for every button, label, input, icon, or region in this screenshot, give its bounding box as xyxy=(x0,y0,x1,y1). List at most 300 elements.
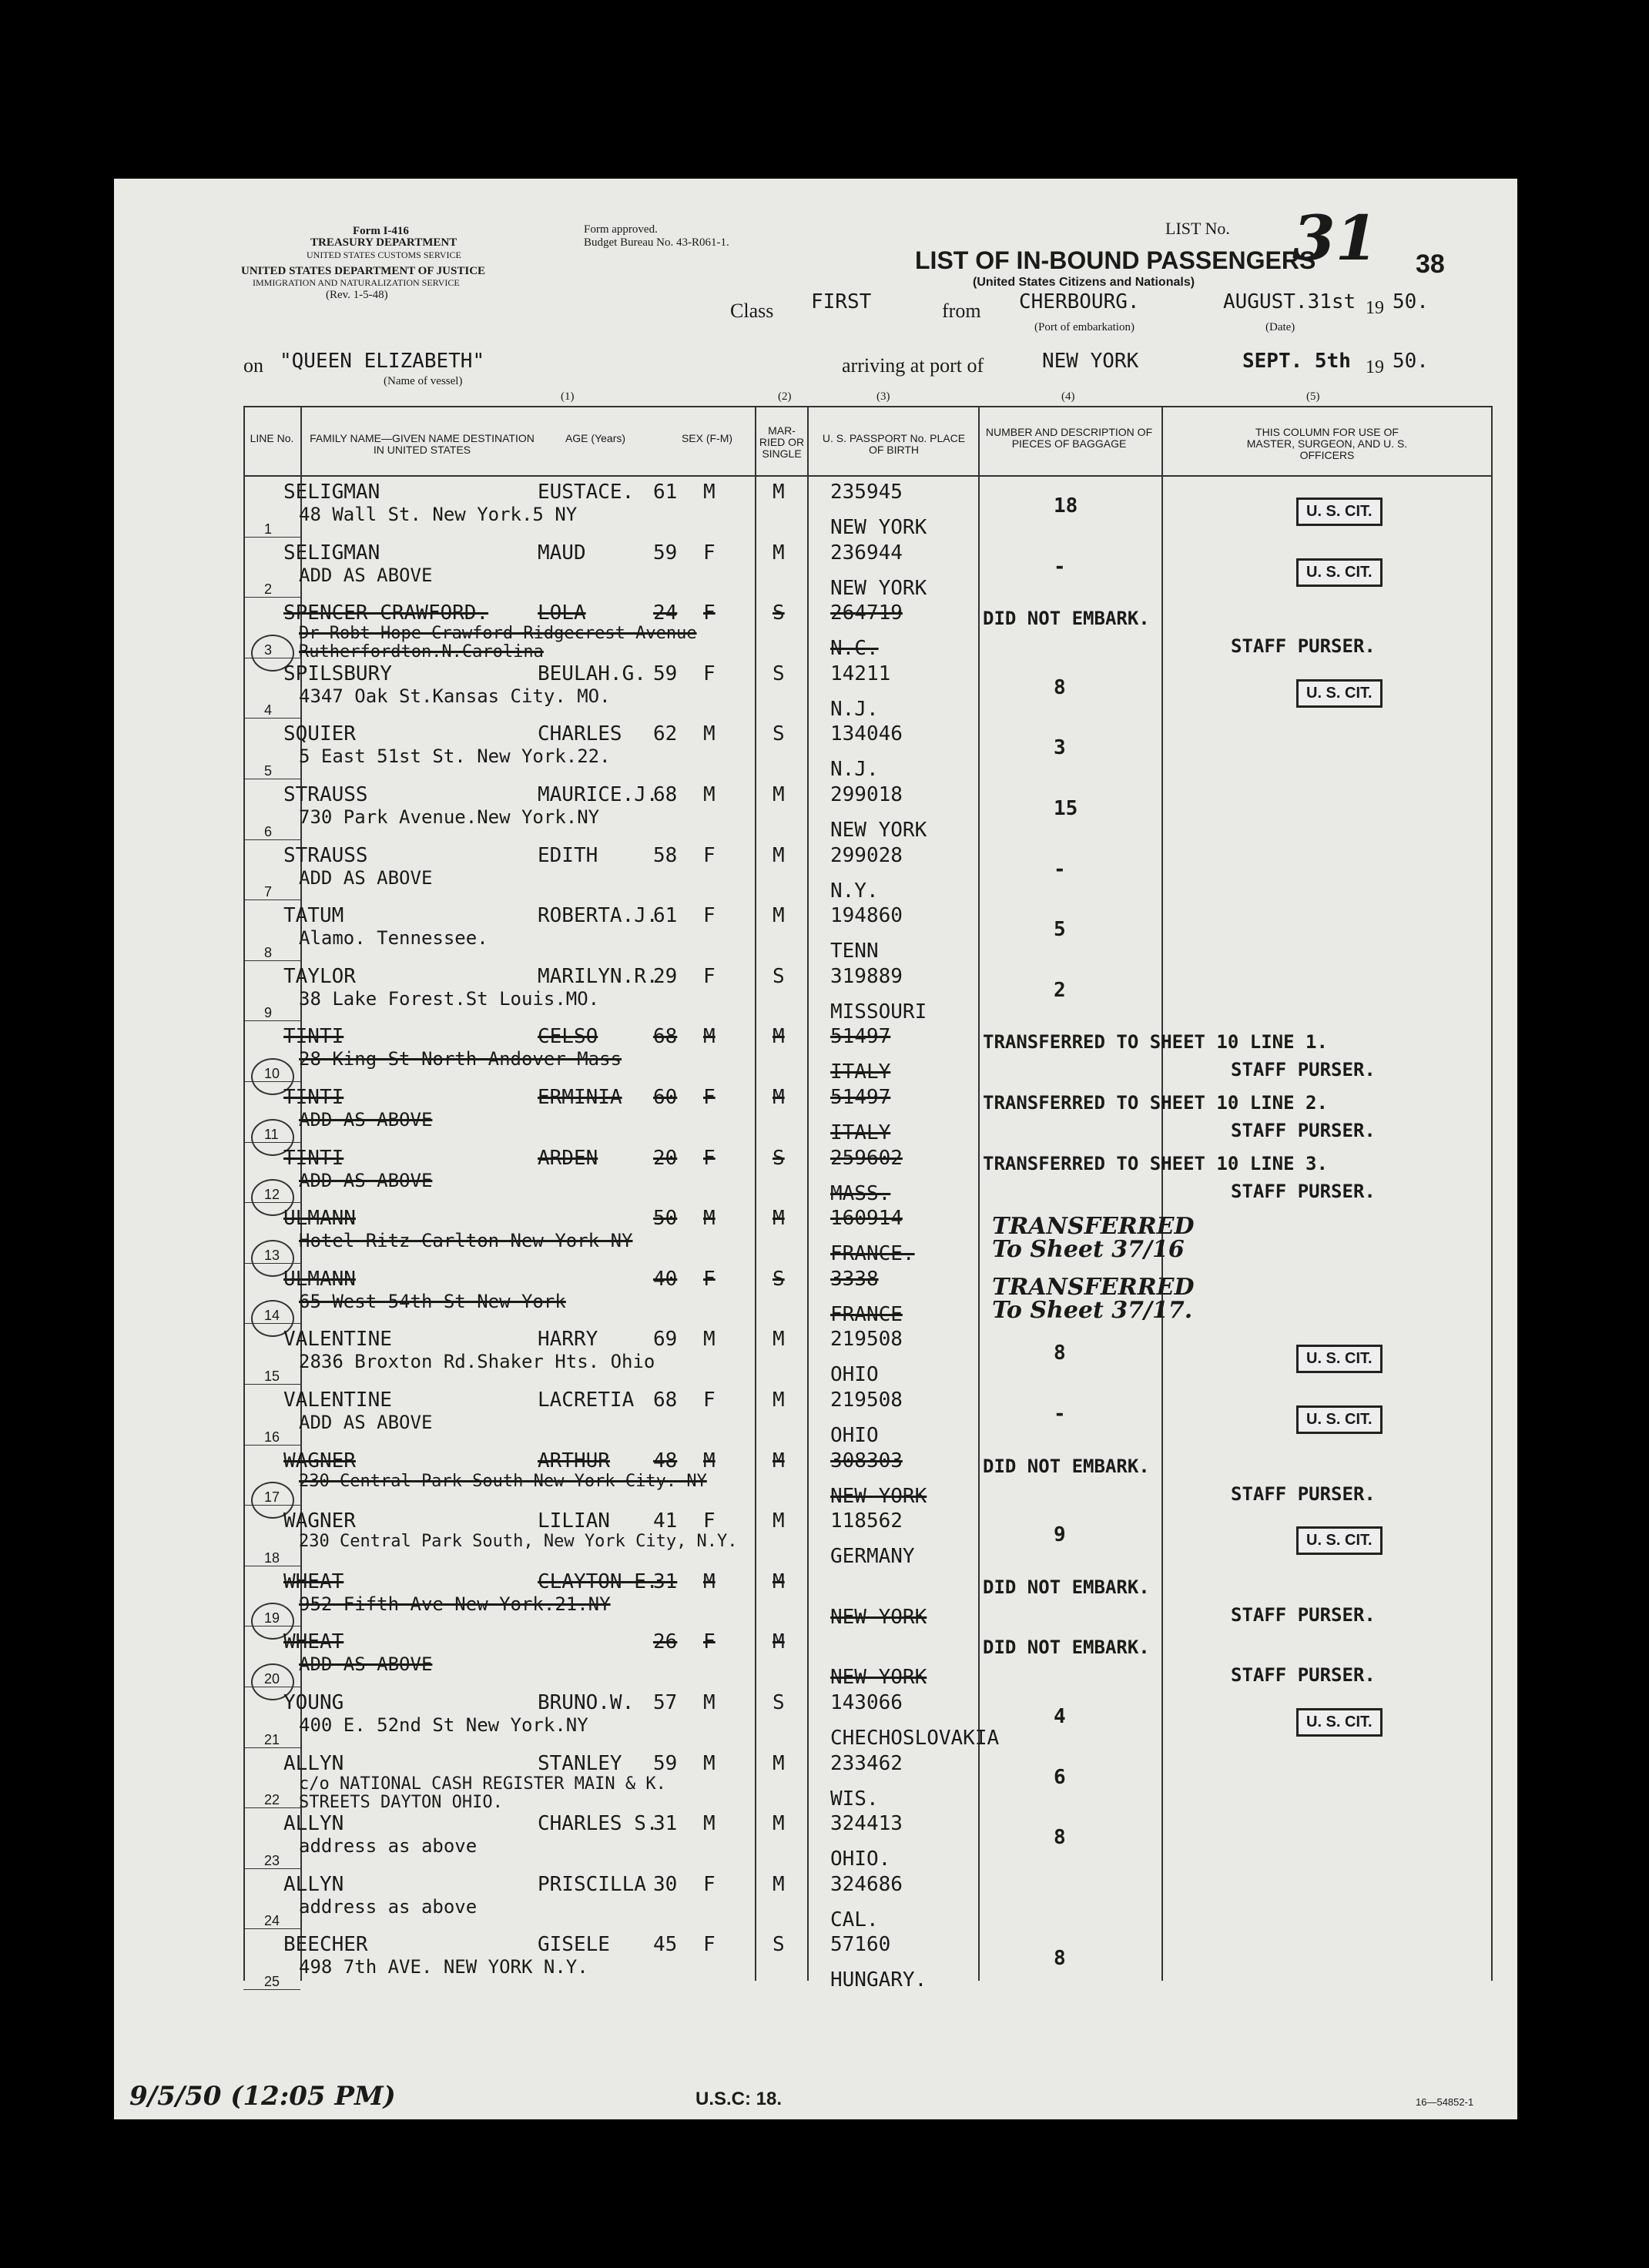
age: 26 xyxy=(653,1630,678,1654)
family-name: SQUIER xyxy=(283,722,356,746)
destination-address: c/o NATIONAL CASH REGISTER MAIN & K. STREETS DAYTON OHIO. xyxy=(299,1774,666,1812)
marital-status: M xyxy=(773,1509,785,1533)
sex: F xyxy=(703,1509,716,1533)
line-number: 24 xyxy=(264,1913,280,1929)
marital-status: S xyxy=(773,964,785,988)
passport-number: 14211 xyxy=(830,662,891,685)
line-number: 13 xyxy=(264,1247,280,1263)
embarkation-note: (Port of embarkation) xyxy=(1034,321,1135,333)
arrival-year-prefix: 19 xyxy=(1366,357,1384,377)
line-number: 15 xyxy=(264,1369,280,1384)
family-name: WAGNER xyxy=(283,1509,356,1533)
col-number-4: (4) xyxy=(1061,390,1075,403)
place-of-birth: ITALY xyxy=(830,1060,891,1084)
given-name: BRUNO.W. xyxy=(538,1691,635,1714)
class-label: Class xyxy=(730,300,774,322)
baggage-count: 18 xyxy=(1054,494,1078,518)
age: 31 xyxy=(653,1570,678,1593)
given-name: MAURICE.J. xyxy=(538,783,659,806)
place-of-birth: NEW YORK xyxy=(830,1605,927,1629)
given-name: EDITH xyxy=(538,843,598,867)
header-baggage: NUMBER AND DESCRIPTION OF PIECES OF BAGGAGE xyxy=(985,426,1153,450)
age: 57 xyxy=(653,1691,678,1714)
age: 45 xyxy=(653,1933,678,1957)
age: 50 xyxy=(653,1207,678,1231)
passport-number: 57160 xyxy=(830,1933,891,1957)
passport-number: 299028 xyxy=(830,843,903,867)
passport-number: 51497 xyxy=(830,1025,891,1049)
manifest-sheet xyxy=(114,179,1517,2119)
sex: M xyxy=(703,1207,716,1231)
marital-status: M xyxy=(773,1207,785,1231)
marital-status: S xyxy=(773,1933,785,1957)
destination-address: Dr Robt Hope Crawford Ridgecrest Avenue Rutherfordton.N.Carolina xyxy=(299,624,697,662)
marital-status: S xyxy=(773,601,785,625)
footer-usc: U.S.C: 18. xyxy=(695,2089,783,2109)
family-name: ULMANN xyxy=(283,1267,356,1291)
us-cit-stamp: U. S. CIT. xyxy=(1296,1345,1383,1373)
given-name: EUSTACE. xyxy=(538,481,635,504)
family-name: WHEAT xyxy=(283,1630,344,1654)
destination-address: 4347 Oak St.Kansas City. MO. xyxy=(299,685,611,707)
baggage-note: DID NOT EMBARK. xyxy=(983,1576,1150,1598)
on-label: on xyxy=(243,354,263,377)
passport-number: 118562 xyxy=(830,1509,903,1533)
given-name: LACRETIA xyxy=(538,1389,635,1412)
marital-status: M xyxy=(773,1812,785,1836)
family-name: SPENCER CRAWFORD. xyxy=(283,601,489,625)
place-of-birth: FRANCE xyxy=(830,1302,903,1326)
destination-address: address as above xyxy=(299,1895,478,1918)
age: 20 xyxy=(653,1146,678,1170)
place-of-birth: GERMANY xyxy=(830,1545,915,1569)
document-title: LIST OF IN-BOUND PASSENGERS xyxy=(915,246,1316,274)
marital-status: S xyxy=(773,1267,785,1291)
family-name: WAGNER xyxy=(283,1449,356,1472)
purser-note: STAFF PURSER. xyxy=(1231,1664,1376,1687)
sex: F xyxy=(703,1267,716,1291)
arriving-label: arriving at port of xyxy=(842,354,984,377)
col-number-2: (2) xyxy=(778,390,792,403)
baggage-count: 6 xyxy=(1054,1765,1066,1789)
sex: M xyxy=(703,722,716,746)
line-number: 21 xyxy=(264,1731,280,1747)
age: 60 xyxy=(653,1086,678,1109)
passport-number: 299018 xyxy=(830,783,903,806)
passport-number: 219508 xyxy=(830,1389,903,1412)
destination-address: ADD AS ABOVE xyxy=(299,1109,433,1131)
baggage-note: DID NOT EMBARK. xyxy=(983,1455,1150,1477)
baggage-note: DID NOT EMBARK. xyxy=(983,1637,1150,1659)
destination-address: 65 West 54th St New York xyxy=(299,1290,566,1312)
sex: F xyxy=(703,662,716,685)
baggage-count: - xyxy=(1054,1402,1066,1425)
family-name: TINTI xyxy=(283,1146,344,1170)
sex: M xyxy=(703,1328,716,1352)
family-name: VALENTINE xyxy=(283,1328,392,1352)
baggage-count: 8 xyxy=(1054,675,1066,699)
document-subtitle: (United States Citizens and Nationals) xyxy=(973,276,1195,289)
purser-note: STAFF PURSER. xyxy=(1231,635,1376,658)
place-of-birth: MASS. xyxy=(830,1181,891,1205)
budget-bureau: Budget Bureau No. 43-R061-1. xyxy=(584,236,729,249)
sex: F xyxy=(703,601,716,625)
header-passport: U. S. PASSPORT No. PLACE OF BIRTH xyxy=(822,432,966,456)
baggage-note: TRANSFERRED xyxy=(992,1273,1195,1301)
marital-status: S xyxy=(773,1146,785,1170)
passport-number: 259602 xyxy=(830,1146,903,1170)
port-of-embarkation: CHERBOURG. xyxy=(1019,290,1140,313)
place-of-birth: OHIO xyxy=(830,1363,879,1387)
age: 29 xyxy=(653,964,678,988)
place-of-birth: OHIO xyxy=(830,1424,879,1447)
baggage-count: 8 xyxy=(1054,1826,1066,1850)
sex: M xyxy=(703,481,716,504)
place-of-birth: N.J. xyxy=(830,697,879,721)
family-name: TINTI xyxy=(283,1086,344,1109)
marital-status: S xyxy=(773,722,785,746)
sex: F xyxy=(703,1389,716,1412)
sex: M xyxy=(703,1751,716,1775)
given-name: CHARLES S. xyxy=(538,1812,659,1836)
sex: M xyxy=(703,1691,716,1714)
destination-address: ADD AS ABOVE xyxy=(299,564,433,586)
family-name: YOUNG xyxy=(283,1691,344,1714)
baggage-count: 9 xyxy=(1054,1523,1066,1547)
passport-number: 319889 xyxy=(830,964,903,988)
ins-service: IMMIGRATION AND NATURALIZATION SERVICE xyxy=(253,277,460,288)
given-name: MAUD xyxy=(538,541,586,564)
place-of-birth: N.Y. xyxy=(830,879,879,903)
destination-address: 2836 Broxton Rd.Shaker Hts. Ohio xyxy=(299,1351,655,1373)
baggage-note: TRANSFERRED TO SHEET 10 LINE 3. xyxy=(983,1152,1328,1174)
passport-number: 324413 xyxy=(830,1812,903,1836)
age: 61 xyxy=(653,904,678,928)
sex: M xyxy=(703,1449,716,1472)
line-number: 19 xyxy=(264,1610,280,1626)
us-cit-stamp: U. S. CIT. xyxy=(1296,558,1383,587)
us-cit-stamp: U. S. CIT. xyxy=(1296,1526,1383,1555)
vessel-name: "QUEEN ELIZABETH" xyxy=(280,350,485,373)
col-number-5: (5) xyxy=(1306,390,1320,403)
baggage-note: TRANSFERRED TO SHEET 10 LINE 1. xyxy=(983,1031,1328,1054)
line-number: 7 xyxy=(264,884,273,900)
marital-status: M xyxy=(773,1086,785,1109)
footer-date-stamp: 9/5/50 (12:05 PM) xyxy=(129,2081,396,2112)
passport-number: 51497 xyxy=(830,1086,891,1109)
family-name: ALLYN xyxy=(283,1812,344,1836)
given-name: ROBERTA.J. xyxy=(538,904,659,928)
destination-address: ADD AS ABOVE xyxy=(299,1653,433,1676)
embark-year: 50. xyxy=(1393,290,1429,313)
marital-status: M xyxy=(773,1025,785,1049)
given-name: BEULAH.G. xyxy=(538,662,646,685)
passport-number: 236944 xyxy=(830,541,903,564)
form-number: Form I-416 xyxy=(353,225,409,237)
sex: M xyxy=(703,783,716,806)
family-name: ALLYN xyxy=(283,1751,344,1775)
place-of-birth: ITALY xyxy=(830,1121,891,1144)
age: 41 xyxy=(653,1509,678,1533)
family-name: ULMANN xyxy=(283,1207,356,1231)
marital-status: M xyxy=(773,1328,785,1352)
destination-address: Alamo. Tennessee. xyxy=(299,927,488,950)
purser-note: STAFF PURSER. xyxy=(1231,1059,1376,1081)
marital-status: M xyxy=(773,1449,785,1472)
sex: F xyxy=(703,541,716,564)
sheet-number: 38 xyxy=(1416,250,1445,279)
line-number: 16 xyxy=(264,1429,280,1445)
sex: F xyxy=(703,1933,716,1957)
baggage-count: - xyxy=(1054,554,1066,578)
destination-address: 230 Central Park South, New York City, N.Y. xyxy=(299,1532,738,1552)
header-age: AGE (Years) xyxy=(565,432,626,444)
header-line-no: LINE No. xyxy=(250,432,294,444)
place-of-birth: HUNGARY. xyxy=(830,1968,927,1992)
destination-address: ADD AS ABOVE xyxy=(299,866,433,889)
family-name: SPILSBURY xyxy=(283,662,392,685)
given-name: PRISCILLA xyxy=(538,1872,646,1896)
age: 62 xyxy=(653,722,678,746)
list-number: 31 xyxy=(1292,202,1379,274)
baggage-count: 5 xyxy=(1054,918,1066,942)
family-name: SELIGMAN xyxy=(283,481,380,504)
family-name: STRAUSS xyxy=(283,783,368,806)
marital-status: S xyxy=(773,662,785,685)
passport-number: 308303 xyxy=(830,1449,903,1472)
col-number-1: (1) xyxy=(561,390,575,403)
given-name: HARRY xyxy=(538,1328,598,1352)
age: 31 xyxy=(653,1812,678,1836)
destination-address: 230 Central Park South New York City. NY xyxy=(299,1471,707,1491)
from-label: from xyxy=(942,300,981,322)
age: 68 xyxy=(653,1389,678,1412)
us-cit-stamp: U. S. CIT. xyxy=(1296,497,1383,526)
line-number: 1 xyxy=(264,521,273,537)
given-name: CELSO xyxy=(538,1025,598,1049)
line-number: 20 xyxy=(264,1671,280,1687)
passport-number: 219508 xyxy=(830,1328,903,1352)
place-of-birth: OHIO. xyxy=(830,1848,891,1871)
age: 30 xyxy=(653,1872,678,1896)
age: 68 xyxy=(653,1025,678,1049)
class-value: FIRST xyxy=(811,290,872,313)
baggage-count: - xyxy=(1054,857,1066,881)
line-number: 18 xyxy=(264,1549,280,1566)
purser-note: To Sheet 37/16 xyxy=(992,1236,1185,1264)
marital-status: M xyxy=(773,1570,785,1593)
marital-status: M xyxy=(773,481,785,504)
passport-number: 324686 xyxy=(830,1872,903,1896)
given-name: CHARLES xyxy=(538,722,622,746)
sex: F xyxy=(703,1146,716,1170)
embark-date: AUGUST.31st xyxy=(1223,290,1356,313)
destination-address: address as above xyxy=(299,1835,478,1858)
destination-address: ADD AS ABOVE xyxy=(299,1412,433,1433)
marital-status: M xyxy=(773,1389,785,1412)
sex: M xyxy=(703,1025,716,1049)
line-number: 12 xyxy=(264,1187,280,1203)
place-of-birth: CAL. xyxy=(830,1908,879,1931)
given-name: LILIAN xyxy=(538,1509,610,1533)
family-name: WHEAT xyxy=(283,1570,344,1593)
family-name: ALLYN xyxy=(283,1872,344,1896)
header-name: FAMILY NAME—GIVEN NAME DESTINATION IN UNITED STATES xyxy=(310,432,535,456)
age: 68 xyxy=(653,783,678,806)
date-note: (Date) xyxy=(1265,321,1295,333)
age: 24 xyxy=(653,601,678,625)
line-number: 6 xyxy=(264,823,273,839)
purser-note: STAFF PURSER. xyxy=(1231,1482,1376,1505)
place-of-birth: NEW YORK xyxy=(830,516,927,539)
revision-date: (Rev. 1-5-48) xyxy=(326,289,388,301)
destination-address: 400 E. 52nd St New York.NY xyxy=(299,1714,588,1736)
destination-address: 48 Wall St. New York.5 NY xyxy=(299,504,578,525)
sex: M xyxy=(703,1812,716,1836)
place-of-birth: FRANCE. xyxy=(830,1242,915,1266)
destination-address: Hotel Ritz Carlton New York NY xyxy=(299,1230,633,1252)
purser-note: STAFF PURSER. xyxy=(1231,1603,1376,1626)
line-number: 3 xyxy=(264,642,273,658)
destination-address: 498 7th AVE. NEW YORK N.Y. xyxy=(299,1956,588,1978)
place-of-birth: NEW YORK xyxy=(830,1666,927,1690)
marital-status: M xyxy=(773,783,785,806)
family-name: TINTI xyxy=(283,1025,344,1049)
vessel-note: (Name of vessel) xyxy=(384,375,463,387)
arrival-year: 50. xyxy=(1393,350,1429,373)
line-number: 9 xyxy=(264,1005,273,1021)
passport-number: 233462 xyxy=(830,1751,903,1775)
footer-code: 16—54852-1 xyxy=(1416,2096,1474,2108)
arrival-date: SEPT. 5th xyxy=(1242,350,1351,373)
passport-number: 194860 xyxy=(830,904,903,928)
age: 40 xyxy=(653,1267,678,1291)
passport-number: 143066 xyxy=(830,1691,903,1714)
baggage-note: TRANSFERRED xyxy=(992,1213,1195,1241)
passport-number: 235945 xyxy=(830,481,903,504)
header-sex: SEX (F-M) xyxy=(681,432,733,444)
baggage-note: DID NOT EMBARK. xyxy=(983,608,1150,630)
age: 58 xyxy=(653,843,678,867)
line-number: 22 xyxy=(264,1792,280,1808)
given-name: ERMINIA xyxy=(538,1086,622,1109)
passport-number: 264719 xyxy=(830,601,903,625)
arrival-port: NEW YORK xyxy=(1042,350,1139,373)
age: 59 xyxy=(653,541,678,564)
given-name: LOLA xyxy=(538,601,586,625)
line-number: 10 xyxy=(264,1066,280,1081)
baggage-note: TRANSFERRED TO SHEET 10 LINE 2. xyxy=(983,1092,1328,1114)
header-officers: THIS COLUMN FOR USE OF MASTER, SURGEON, AND U. S. OFFICERS xyxy=(1246,426,1408,461)
place-of-birth: NEW YORK xyxy=(830,1484,927,1508)
line-number: 25 xyxy=(264,1974,280,1989)
list-no-label: LIST No. xyxy=(1165,219,1230,238)
sex: F xyxy=(703,1630,716,1654)
sex: F xyxy=(703,1086,716,1109)
baggage-count: 3 xyxy=(1054,736,1066,760)
age: 48 xyxy=(653,1449,678,1472)
place-of-birth: NEW YORK xyxy=(830,819,927,842)
line-number: 23 xyxy=(264,1852,280,1868)
sex: F xyxy=(703,904,716,928)
age: 61 xyxy=(653,481,678,504)
marital-status: M xyxy=(773,1751,785,1775)
marital-status: M xyxy=(773,1872,785,1896)
marital-status: M xyxy=(773,843,785,867)
age: 59 xyxy=(653,1751,678,1775)
line-number: 14 xyxy=(264,1308,280,1324)
place-of-birth: CHECHOSLOVAKIA xyxy=(830,1727,1000,1750)
destination-address: 5 East 51st St. New York.22. xyxy=(299,745,611,768)
us-cit-stamp: U. S. CIT. xyxy=(1296,1405,1383,1434)
marital-status: M xyxy=(773,904,785,928)
age: 69 xyxy=(653,1328,678,1352)
purser-note: STAFF PURSER. xyxy=(1231,1180,1376,1202)
family-name: TAYLOR xyxy=(283,964,356,988)
us-cit-stamp: U. S. CIT. xyxy=(1296,679,1383,708)
family-name: STRAUSS xyxy=(283,843,368,867)
destination-address: 952 Fifth Ave New York.21.NY xyxy=(299,1593,611,1615)
line-number: 4 xyxy=(264,702,273,719)
line-number: 8 xyxy=(264,944,273,960)
header-married: MAR-RIED OR SINGLE xyxy=(759,424,805,460)
place-of-birth: TENN xyxy=(830,940,879,963)
year-prefix: 19 xyxy=(1366,298,1384,318)
marital-status: S xyxy=(773,1691,785,1714)
customs-service: UNITED STATES CUSTOMS SERVICE xyxy=(307,250,461,260)
given-name: MARILYN.R. xyxy=(538,964,659,988)
family-name: SELIGMAN xyxy=(283,541,380,564)
baggage-count: 8 xyxy=(1054,1342,1066,1365)
place-of-birth: N.C. xyxy=(830,637,879,661)
marital-status: M xyxy=(773,541,785,564)
sex: F xyxy=(703,843,716,867)
col-number-3: (3) xyxy=(876,390,890,403)
purser-note: STAFF PURSER. xyxy=(1231,1120,1376,1141)
family-name: BEECHER xyxy=(283,1933,368,1957)
destination-address: 730 Park Avenue.New York.NY xyxy=(299,806,600,828)
given-name: CLAYTON E. xyxy=(538,1570,659,1593)
sex: M xyxy=(703,1570,716,1593)
form-approved: Form approved. xyxy=(584,223,658,236)
sex: F xyxy=(703,1872,716,1896)
sex: F xyxy=(703,964,716,988)
passport-number: 3338 xyxy=(830,1267,879,1291)
family-name: TATUM xyxy=(283,904,344,928)
place-of-birth: N.J. xyxy=(830,758,879,782)
line-number: 17 xyxy=(264,1489,280,1506)
marital-status: M xyxy=(773,1630,785,1654)
passport-number: 160914 xyxy=(830,1207,903,1231)
given-name: ARTHUR xyxy=(538,1449,610,1472)
destination-address: ADD AS ABOVE xyxy=(299,1169,433,1191)
treasury-dept: TREASURY DEPARTMENT xyxy=(310,236,457,249)
age: 59 xyxy=(653,662,678,685)
given-name: STANLEY xyxy=(538,1751,622,1775)
purser-note: To Sheet 37/17. xyxy=(992,1296,1193,1324)
baggage-count: 2 xyxy=(1054,978,1066,1002)
baggage-count: 15 xyxy=(1054,797,1078,820)
us-cit-stamp: U. S. CIT. xyxy=(1296,1708,1383,1737)
justice-dept: UNITED STATES DEPARTMENT OF JUSTICE xyxy=(241,265,486,277)
place-of-birth: MISSOURI xyxy=(830,1000,927,1023)
baggage-count: 4 xyxy=(1054,1705,1066,1728)
destination-address: 38 Lake Forest.St Louis.MO. xyxy=(299,987,600,1010)
destination-address: 28 King St North Andover Mass xyxy=(299,1048,622,1070)
passport-number: 134046 xyxy=(830,722,903,746)
line-number: 11 xyxy=(264,1126,279,1142)
line-number: 5 xyxy=(264,763,273,779)
